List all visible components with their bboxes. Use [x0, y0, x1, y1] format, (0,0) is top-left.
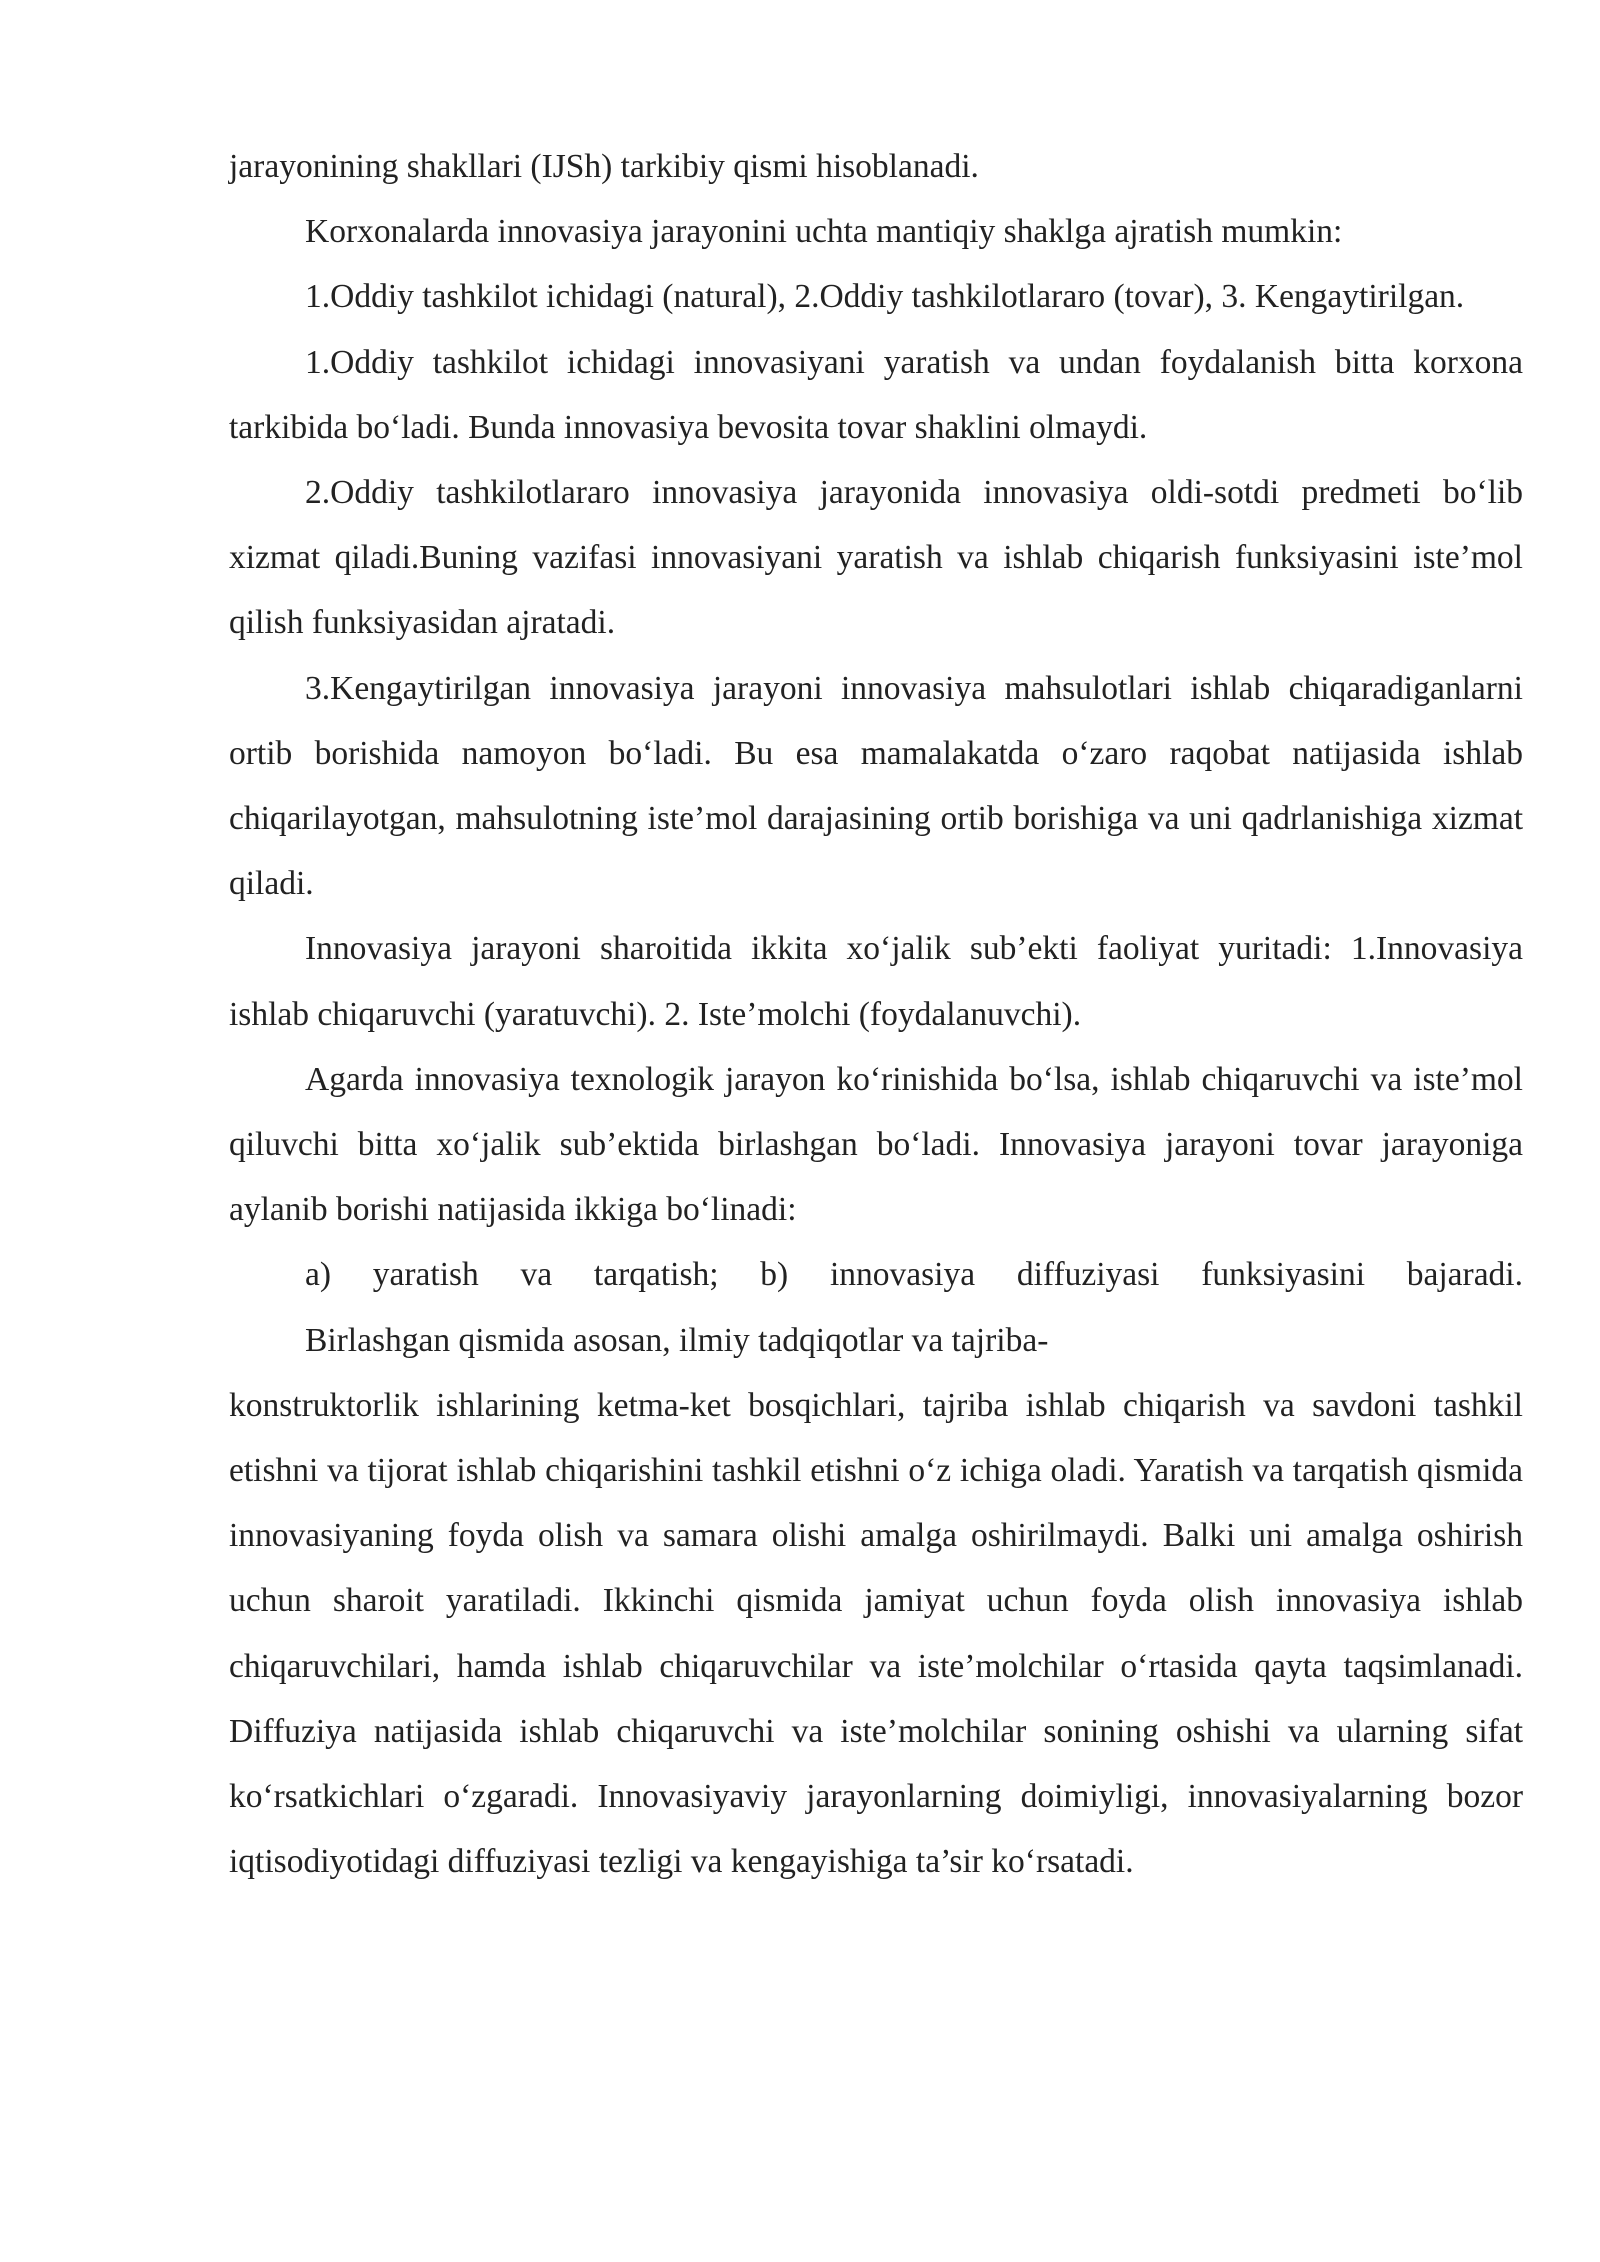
paragraph-5: 2.Oddiy tashkilotlararo innovasiya jarayonida innovasiya oldi-sotdi predmeti bo‘lib xizmat qiladi.Buning vazifasi innovasiyani yaratish va ishlab chiqarish funksiyasini iste’mol qilish funksiyasidan ajratadi. [229, 474, 1523, 642]
paragraph-2: Korxonalarda innovasiya jarayonini uchta mantiqiy shaklga ajratish mumkin: [305, 213, 1343, 251]
paragraph-10: Birlashgan qismida asosan, ilmiy tadqiqotlar va tajriba- [305, 1321, 1049, 1359]
paragraph-8: Agarda innovasiya texnologik jarayon ko‘rinishida bo‘lsa, ishlab chiqaruvchi va iste’mol qiluvchi bitta xo‘jalik sub’ektida birlashgan bo‘ladi. Innovasiya jarayoni tovar jarayoniga aylanib borishi natijasida ikkiga bo‘linadi: [229, 1060, 1523, 1229]
paragraph-7: Innovasiya jarayoni sharoitida ikkita xo‘jalik sub’ekti faoliyat yuritadi: 1.Innovasiya ishlab chiqaruvchi (yaratuvchi). 2. Iste’molchi (foydalanuvchi). [229, 930, 1523, 1033]
paragraph-11: konstruktorlik ishlarining ketma-ket bosqichlari, tajriba ishlab chiqarish va savdoni tashkil etishni va tijorat ishlab chiqarishini tashkil etishni o‘z ichiga oladi. Yaratish va tarqatish qismida innovasiyaning foyda olish va samara olishi amalga oshirilmaydi. Balki uni amalga oshirish uchun sharoit yaratiladi. Ikkinchi qismida jamiyat uchun foyda olish innovasiya ishlab chiqaruvchilari, hamda ishlab chiqaruvchilar va iste’molchilar o‘rtasida qayta taqsimlanadi. Diffuziya natijasida ishlab chiqaruvchi va iste’molchilar sonining oshishi va ularning sifat ko‘rsatkichlari o‘zgaradi. Innovasiyaviy jarayonlarning doimiyligi, innovasiyalarning bozor iqtisodiyotidagi diffuziyasi tezligi va kengayishiga ta’sir ko‘rsatadi. [229, 1386, 1523, 1881]
paragraph-4: 1.Oddiy tashkilot ichidagi innovasiyani yaratish va undan foydalanish bitta korxona tarkibida bo‘ladi. Bunda innovasiya bevosita tovar shaklini olmaydi. [229, 343, 1523, 446]
document-body [229, 134, 1523, 1894]
paragraph-6: 3.Kengaytirilgan innovasiya jarayoni innovasiya mahsulotlari ishlab chiqaradiganlarni ortib borishida namoyon bo‘ladi. Bu esa mamalakatda o‘zaro raqobat natijasida ishlab chiqarilayotgan, mahsulotning iste’mol darajasining ortib borishiga va uni qadrlanishiga xizmat qiladi. [229, 669, 1523, 903]
paragraph-3: 1.Oddiy tashkilot ichidagi (natural), 2.Oddiy tashkilotlararo (tovar), 3. Kengaytirilgan. [305, 278, 1465, 316]
paragraph-9: a) yaratish va tarqatish; b) innovasiya diffuziyasi funksiyasini bajaradi. [305, 1256, 1523, 1294]
paragraph-1: jarayonining shakllari (IJSh) tarkibiy qismi hisoblanadi. [229, 148, 979, 185]
